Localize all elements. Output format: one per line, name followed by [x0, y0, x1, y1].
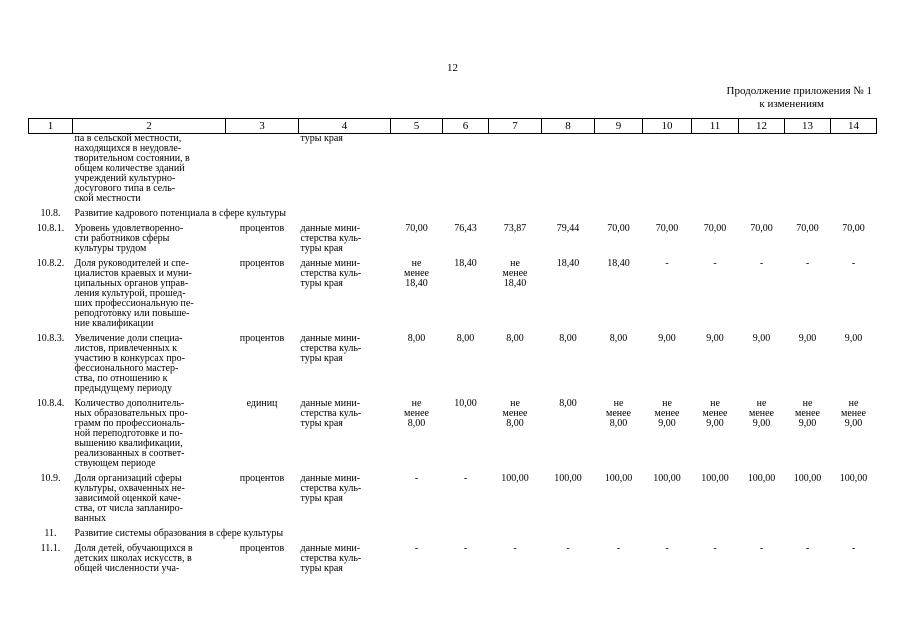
indicator-name: па в сельской местности, находящихся в неудовле- творительном состоянии, в общем количестве зданий учреждений культурно- досугового типа в сель- ской местности — [74, 133, 190, 204]
table-row — [29, 544, 877, 574]
header-col-8: 8 — [542, 119, 595, 134]
value-cell: - — [414, 543, 419, 554]
row-number: 10.8.1. — [36, 223, 65, 234]
value-cell: 70,00 — [655, 223, 679, 234]
indicator-name: Количество дополнитель- ных образовательных про- грамм по профессиональ- ной переподготовке и по- вышению квалификации, реализованных в соответ- ствующем периоде — [74, 398, 188, 469]
value-cell: 70,00 — [703, 223, 727, 234]
value-cell: - — [805, 258, 810, 269]
continuation-note — [640, 85, 872, 111]
value-cell: 70,00 — [796, 223, 819, 234]
value-cell: 10,00 — [454, 398, 477, 409]
header-col-12: 12 — [739, 119, 785, 134]
value-cell: 70,00 — [750, 223, 773, 234]
value-cell: 70,00 — [842, 223, 865, 234]
value-cell: 9,00 — [706, 333, 724, 344]
section-row — [29, 529, 877, 539]
header-col-10: 10 — [643, 119, 692, 134]
header-col-13: 13 — [785, 119, 831, 134]
table-row — [29, 334, 877, 394]
value-cell: 100,00 — [839, 473, 868, 484]
value-cell: 100,00 — [554, 473, 582, 484]
table-row — [29, 399, 877, 469]
value-cell: не менее 9,00 — [749, 398, 774, 429]
value-cell: 79,44 — [556, 223, 580, 234]
row-number: 10.8. — [40, 208, 61, 219]
value-cell: 8,00 — [559, 333, 577, 344]
header-row — [29, 119, 877, 134]
value-cell: - — [463, 543, 468, 554]
value-cell: - — [805, 543, 810, 554]
value-cell: - — [851, 543, 856, 554]
data-source: туры края — [300, 133, 343, 144]
header-col-9: 9 — [595, 119, 643, 134]
value-cell: 73,87 — [503, 223, 527, 234]
value-cell: 9,00 — [752, 333, 771, 344]
value-cell: - — [665, 258, 669, 269]
unit: процентов — [239, 543, 285, 554]
value-cell: - — [851, 258, 856, 269]
data-source: данные мини- стерства куль- туры края — [300, 473, 362, 504]
value-cell: 8,00 — [609, 333, 628, 344]
section-title: Развитие системы образования в сфере культуры — [74, 528, 284, 539]
header-col-5: 5 — [391, 119, 443, 134]
value-cell: - — [759, 258, 764, 269]
page-number: 12 — [447, 62, 458, 74]
value-cell: 8,00 — [506, 333, 524, 344]
value-cell: 100,00 — [701, 473, 729, 484]
header-col-1: 1 — [29, 119, 73, 134]
value-cell: не менее 18,40 — [404, 258, 429, 289]
data-source: данные мини- стерства куль- туры края — [300, 223, 362, 254]
continuation-line-2: к изменениям — [759, 98, 824, 110]
unit: процентов — [239, 258, 285, 269]
value-cell: не менее 8,00 — [404, 398, 429, 429]
data-source: данные мини- стерства куль- туры края — [300, 258, 362, 289]
value-cell: 8,00 — [559, 398, 577, 409]
value-cell: 100,00 — [653, 473, 681, 484]
data-table — [28, 118, 877, 574]
unit: процентов — [239, 223, 285, 234]
value-cell: 8,00 — [407, 333, 426, 344]
value-cell: 70,00 — [607, 223, 630, 234]
data-source: данные мини- стерства куль- туры края — [300, 398, 362, 429]
value-cell: 76,43 — [454, 223, 477, 234]
header-col-14: 14 — [831, 119, 877, 134]
value-cell: 18,40 — [607, 258, 630, 269]
header-col-7: 7 — [489, 119, 542, 134]
value-cell: 8,00 — [456, 333, 475, 344]
section-title: Развитие кадрового потенциала в сфере культуры — [74, 208, 287, 219]
value-cell: 18,40 — [556, 258, 580, 269]
value-cell: - — [414, 473, 419, 484]
header-col-6: 6 — [443, 119, 489, 134]
unit: единиц — [246, 398, 278, 409]
value-cell: не менее 8,00 — [502, 398, 528, 429]
value-cell: 100,00 — [604, 473, 633, 484]
row-number: 10.9. — [40, 473, 61, 484]
value-cell: - — [665, 543, 669, 554]
value-cell: не менее 18,40 — [502, 258, 528, 289]
header-col-11: 11 — [692, 119, 739, 134]
row-number: 11.1. — [40, 543, 61, 554]
header-col-2: 2 — [73, 119, 226, 134]
unit: процентов — [239, 333, 285, 344]
value-cell: не менее 9,00 — [702, 398, 728, 429]
value-cell: не менее 8,00 — [606, 398, 631, 429]
value-cell: 9,00 — [658, 333, 676, 344]
data-source: данные мини- стерства куль- туры края — [300, 333, 362, 364]
value-cell: - — [463, 473, 468, 484]
data-source: данные мини- стерства куль- туры края — [300, 543, 362, 574]
value-cell: 100,00 — [501, 473, 529, 484]
table-row — [29, 259, 877, 329]
section-row — [29, 209, 877, 219]
value-cell: не менее 9,00 — [795, 398, 820, 429]
row-number: 10.8.2. — [36, 258, 65, 269]
value-cell: 100,00 — [747, 473, 776, 484]
value-cell: - — [616, 543, 621, 554]
indicator-name: Доля организаций сферы культуры, охваченных не- зависимой оценкой каче- ства, от числа запланиро- ванных — [74, 473, 185, 524]
table-row — [29, 134, 877, 205]
header-col-4: 4 — [299, 119, 391, 134]
value-cell: - — [713, 258, 717, 269]
value-cell: 100,00 — [793, 473, 822, 484]
value-cell: не менее 9,00 — [654, 398, 680, 429]
indicator-name: Доля детей, обучающихся в детских школах искусств, в общей численности уча- — [74, 543, 193, 574]
row-number: 10.8.4. — [36, 398, 65, 409]
value-cell: 18,40 — [454, 258, 477, 269]
value-cell: 70,00 — [405, 223, 428, 234]
table-row — [29, 224, 877, 254]
value-cell: - — [759, 543, 764, 554]
unit: процентов — [239, 473, 285, 484]
table-row — [29, 474, 877, 524]
row-number: 11. — [44, 528, 57, 539]
indicator-name: Уровень удовлетворенно- сти работников сферы культуры трудом — [74, 223, 184, 254]
indicator-name: Увеличение доли специа- листов, привлеченных к участию в конкурсах про- фессионального мастер- ства, по отношению к предыдущему периоду — [74, 333, 185, 394]
value-cell: - — [713, 543, 717, 554]
value-cell: - — [513, 543, 517, 554]
value-cell: - — [566, 543, 570, 554]
indicator-name: Доля руководителей и спе- циалистов краевых и муни- ципальных органов управ- ления культурой, прошед- ших профессиональную пе- реподготовку или повыше- ние квалификации — [74, 258, 194, 329]
value-cell: 9,00 — [844, 333, 863, 344]
row-number: 10.8.3. — [36, 333, 65, 344]
value-cell: 9,00 — [798, 333, 817, 344]
header-col-3: 3 — [226, 119, 299, 134]
continuation-line-1: Продолжение приложения № 1 — [726, 85, 872, 97]
value-cell: не менее 9,00 — [841, 398, 866, 429]
